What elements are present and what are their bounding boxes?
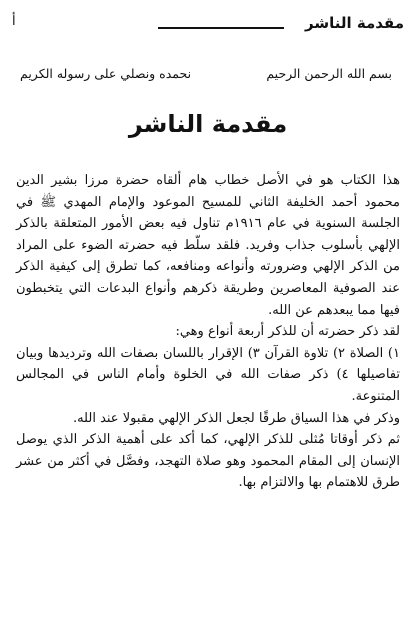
invocation-line: [20, 66, 392, 86]
page-marker: أ: [12, 14, 16, 29]
paragraph-types-list: ١) الصلاة ٢) تلاوة القرآن ٣) الإقرار باللسان بصفات الله وترديدها وبيان تفاصيلها ٤) ذكر صفات الله في الخلوة وأمام الناس في المجالس المتنوعة.: [16, 345, 400, 404]
paragraph-times: ثم ذكر أوقاتا مُثلى للذكر الإلهي، كما أكد على أهمية الذكر الذي يوصل الإنسان إلى المقام المحمود وهو صلاة التهجد، وفصَّل في أكثر من عشر طرق للاهتمام بها والالتزام بها.: [16, 432, 400, 491]
header-rule: [158, 27, 284, 29]
running-header: [10, 14, 404, 36]
salutation: نحمده ونصلي على رسوله الكريم: [20, 66, 192, 81]
paragraph-types-lead: لقد ذكر حضرته أن للذكر أربعة أنواع وهي:: [175, 324, 400, 340]
running-title: مقدمة الناشر: [305, 14, 404, 32]
body-text: [16, 170, 400, 494]
paragraph-ways: وذكر في هذا السياق طرقًا لجعل الذكر الإلهي مقبولا عند الله.: [72, 410, 400, 426]
basmala: بسم الله الرحمن الرحيم: [266, 66, 392, 81]
paragraph-intro: هذا الكتاب هو في الأصل خطاب هام ألقاه حضرة مرزا بشير الدين محمود أحمد الخليفة الثاني للمسيح الموعود والإمام المهدي ﷺ في الجلسة السنوية في عام ١٩١٦م تناول فيه بعض الأمور المتعلقة بالذكر الإلهي بأسلوب جذاب وفريد. فلقد سلّط فيه حضرته الضوء على المراد من الذكر الإلهي وضرورته وأنواعه ومنافعه، كما تطرق إلى كيفية الذكر عند الصوفية المعاصرين وطريقة ذكرهم وأنواع البدعات التي يتخبطون فيها مما يبعدهم عن الله.: [16, 173, 400, 318]
page-title: مقدمة الناشر: [128, 110, 288, 138]
